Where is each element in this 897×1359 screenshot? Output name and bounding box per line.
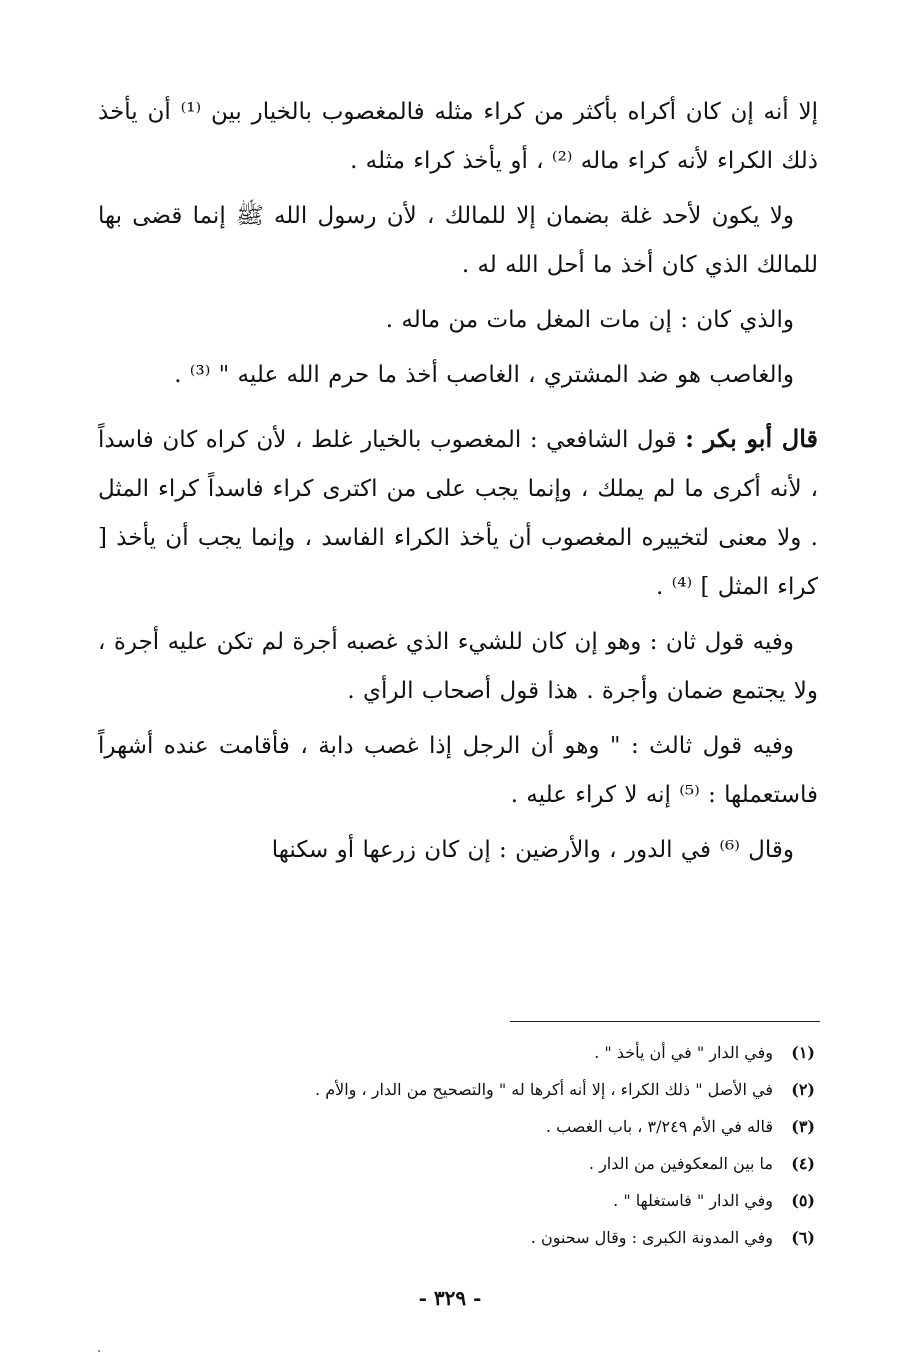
footnote-text: في الأصل " ذلك الكراء ، إلا أنه أكرها له " والتصحيح من الدار ، والأم . — [315, 1080, 773, 1099]
footnote-number: (٤) — [791, 1154, 815, 1173]
footnote-text: وفي الدار " فاستغلها " . — [613, 1191, 773, 1210]
scan-speck — [98, 1350, 100, 1352]
paragraph-7: وقال ⁽⁶⁾ في الدور ، والأرضين : إن كان زرعها أو سكنها — [271, 837, 794, 863]
footnote-item — [200, 1071, 815, 1108]
footnote-item — [200, 1145, 815, 1182]
paragraph-abu-bakr — [98, 414, 818, 612]
speaker-label: قال أبو بكر : — [685, 424, 818, 453]
paragraph-6: وفيه قول ثالث : " وهو أن الرجل إذا غصب دابة ، فأقامت عنده أشهراً فاستعملها : ⁽⁵⁾ إنه لا كراء عليه . — [98, 733, 818, 808]
footnote-item — [200, 1182, 815, 1219]
main-text — [98, 88, 818, 875]
paragraph-4: والغاصب هو ضد المشتري ، الغاصب أخذ ما حرم الله عليه " ⁽³⁾ . — [174, 362, 794, 388]
footnote-item — [200, 1034, 815, 1071]
footnote-text: وفي المدونة الكبرى : وقال سحنون . — [530, 1228, 773, 1247]
footnote-divider — [510, 1021, 820, 1022]
paragraph-1: إلا أنه إن كان أكراه بأكثر من كراء مثله فالمغصوب بالخيار بين ⁽¹⁾ أن يأخذ ذلك الكراء لأنه كراء ماله ⁽²⁾ ، أو يأخذ كراء مثله . — [98, 99, 818, 174]
footnote-text: قاله في الأم ٣/٢٤٩ ، باب الغصب . — [545, 1117, 773, 1136]
footnote-item — [200, 1219, 815, 1256]
footnote-number: (٣) — [791, 1117, 815, 1136]
footnotes — [200, 1034, 815, 1256]
footnote-number: (٥) — [791, 1191, 815, 1210]
footnote-text: ما بين المعكوفين من الدار . — [588, 1154, 773, 1173]
footnote-text: وفي الدار " في أن يأخذ " . — [594, 1043, 773, 1062]
page-number: - ٣٢٩ - — [418, 1286, 482, 1310]
paragraph-2: ولا يكون لأحد غلة بضمان إلا للمالك ، لأن رسول الله ﷺ إنما قضى بها للمالك الذي كان أخذ ما أحل الله له . — [98, 203, 818, 278]
footnote-number: (٢) — [791, 1080, 815, 1099]
speaker-text: قول الشافعي : المغصوب بالخيار غلط ، لأن كراه كان فاسداً ، لأنه أكرى ما لم يملك ، وإنما يجب على من اكترى كراء فاسداً كراء المثل . ولا معنى لتخييره المغصوب أن يأخذ الكراء الفاسد ، وإنما يجب أن يأخذ [ كراء المثل ] ⁽⁴⁾ . — [98, 427, 818, 600]
footnote-number: (٦) — [791, 1228, 815, 1247]
paragraph-3: والذي كان : إن مات المغل مات من ماله . — [385, 307, 794, 333]
footnote-number: (١) — [791, 1043, 815, 1062]
paragraph-5: وفيه قول ثان : وهو إن كان للشيء الذي غصبه أجرة لم تكن عليه أجرة ، ولا يجتمع ضمان وأجرة . هذا قول أصحاب الرأي . — [98, 629, 818, 704]
footnote-item — [200, 1108, 815, 1145]
